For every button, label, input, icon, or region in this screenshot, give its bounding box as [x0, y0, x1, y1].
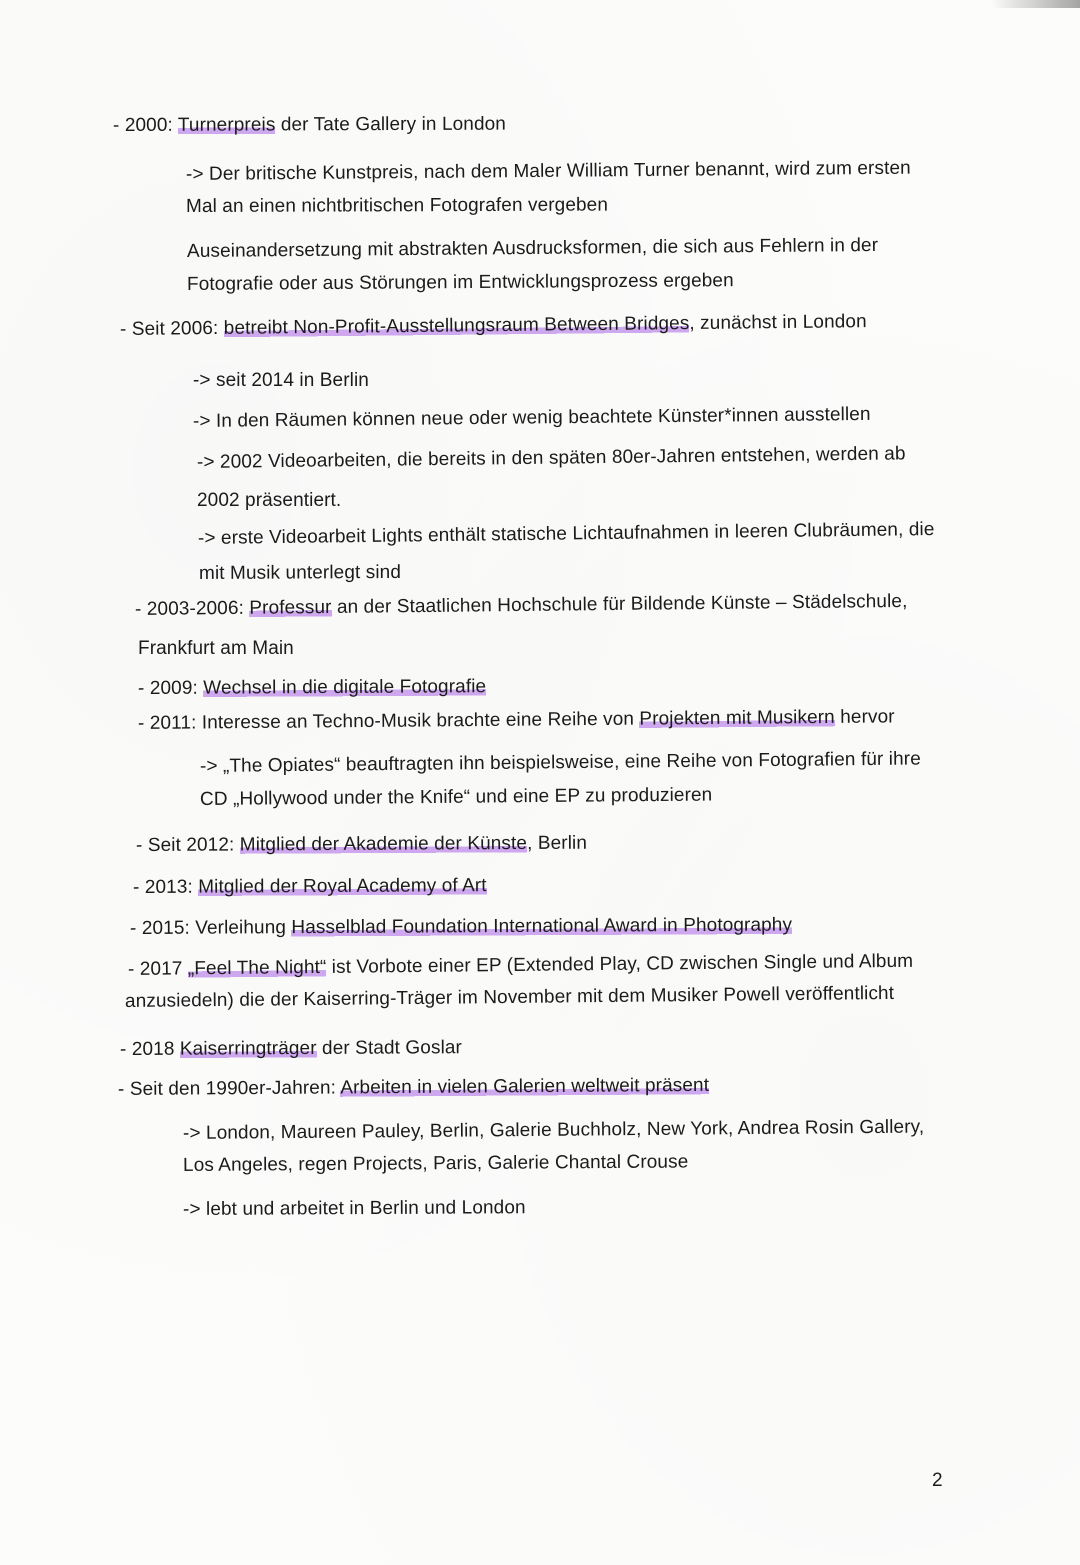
text-line	[186, 157, 911, 187]
highlighted-text: Wechsel in die digitale Fotografie	[203, 676, 487, 699]
highlighted-text: Turnerpreis	[177, 114, 276, 136]
line-text: Auseinandersetzung mit abstrakten Ausdrucksformen, die sich aus Fehlern in der	[186, 234, 879, 262]
line-text: anzusiedeln) die der Kaiserring-Träger im November mit dem Musiker Powell veröffentlicht	[124, 982, 895, 1012]
line-text: -> „The Opiates“ beauftragten ihn beispielsweise, eine Reihe von Fotografien für ihre	[199, 748, 921, 777]
line-text: - Seit den 1990er-Jahren:	[117, 1077, 341, 1100]
line-text: -> London, Maureen Pauley, Berlin, Galerie Buchholz, New York, Andrea Rosin Gallery,	[182, 1116, 925, 1144]
line-text: Fotografie oder aus Störungen im Entwicklungsprozess ergeben	[186, 270, 734, 295]
text-line	[133, 874, 487, 900]
highlighted-text: Arbeiten in vielen Galerien weltweit präsent	[340, 1074, 710, 1099]
line-text: Los Angeles, regen Projects, Paris, Galerie Chantal Crouse	[182, 1151, 689, 1176]
text-line	[128, 950, 913, 982]
highlighted-text: Professur	[249, 596, 332, 619]
text-line	[197, 489, 341, 513]
line-text: - 2011: Interesse an Techno-Musik brachte eine Reihe von	[137, 708, 640, 734]
line-text: der Tate Gallery in London	[275, 113, 506, 136]
highlighted-text: Hasselblad Foundation International Award in Photography	[291, 914, 793, 939]
text-line	[193, 369, 369, 393]
text-line	[136, 832, 587, 858]
line-text: - 2015: Verleihung	[129, 917, 292, 939]
line-text: - 2003-2006:	[134, 597, 250, 620]
line-text: - Seit 2006:	[119, 317, 224, 340]
text-line	[130, 914, 792, 941]
text-line	[118, 1074, 709, 1102]
line-text: Mal an einen nichtbritischen Fotografen vergeben	[185, 194, 609, 217]
line-text: , Berlin	[526, 832, 588, 854]
scan-edge-mark	[990, 0, 1080, 8]
text-line	[138, 675, 486, 701]
highlighted-text: Mitglied der Akademie der Künste	[239, 832, 528, 856]
text-line	[186, 194, 608, 219]
line-text: hervor	[834, 706, 895, 728]
text-line	[183, 1116, 924, 1146]
text-line	[135, 590, 908, 622]
text-line	[120, 1036, 462, 1062]
line-text: -> In den Räumen können neue oder wenig beachtete Künster*innen ausstellen	[192, 403, 871, 432]
text-line	[198, 518, 935, 551]
page-number: 2	[932, 1470, 943, 1491]
text-line	[197, 442, 906, 475]
line-text: der Stadt Goslar	[316, 1037, 463, 1059]
line-text: ist Vorbote einer EP (Extended Play, CD zwischen Single und Album	[326, 950, 914, 978]
line-text: an der Staatlichen Hochschule für Bildende Künste – Städelschule,	[331, 590, 908, 618]
line-text: - 2009:	[137, 677, 204, 699]
highlighted-text: „Feel The Night“	[187, 956, 327, 980]
highlighted-text: Projekten mit Musikern	[639, 706, 835, 730]
line-text: 2002 präsentiert.	[197, 490, 342, 511]
line-text: - 2013:	[132, 876, 199, 898]
text-line	[187, 269, 734, 297]
line-text: -> 2002 Videoarbeiten, die bereits in den späten 80er-Jahren entstehen, werden ab	[196, 443, 906, 473]
highlighted-text: betreibt Non-Profit-Ausstellungsraum Between Bridges	[223, 313, 690, 339]
line-text: -> erste Videoarbeit Lights enthält statische Lichtaufnahmen in leeren Clubräumen, die	[197, 519, 935, 549]
line-text: -> lebt und arbeitet in Berlin und London	[182, 1197, 526, 1220]
line-text: mit Musik unterlegt sind	[198, 561, 402, 584]
text-line	[138, 637, 294, 661]
line-text: Frankfurt am Main	[138, 638, 294, 659]
text-line	[200, 784, 713, 812]
text-line	[125, 982, 894, 1014]
line-text: - 2000:	[112, 114, 178, 136]
text-line	[193, 403, 871, 434]
line-text: -> Der britische Kunstpreis, nach dem Maler William Turner benannt, wird zum ersten	[185, 157, 911, 185]
text-line	[187, 234, 878, 264]
text-line	[183, 1150, 688, 1178]
text-line	[200, 747, 921, 779]
line-text: - 2018	[119, 1038, 180, 1060]
line-text: CD „Hollywood under the Knife“ und eine EP zu produzieren	[199, 784, 713, 810]
highlighted-text: Kaiserringträger	[179, 1037, 317, 1060]
text-line	[183, 1196, 526, 1222]
text-line	[138, 705, 895, 736]
text-line	[120, 310, 867, 342]
line-text: -> seit 2014 in Berlin	[193, 370, 369, 391]
highlighted-text: Mitglied der Royal Academy of Art	[198, 875, 487, 898]
line-text: - 2017	[127, 958, 188, 980]
line-text: , zunächst in London	[689, 311, 867, 335]
text-line	[199, 561, 401, 586]
line-text: - Seit 2012:	[135, 834, 240, 856]
text-line	[113, 113, 506, 138]
